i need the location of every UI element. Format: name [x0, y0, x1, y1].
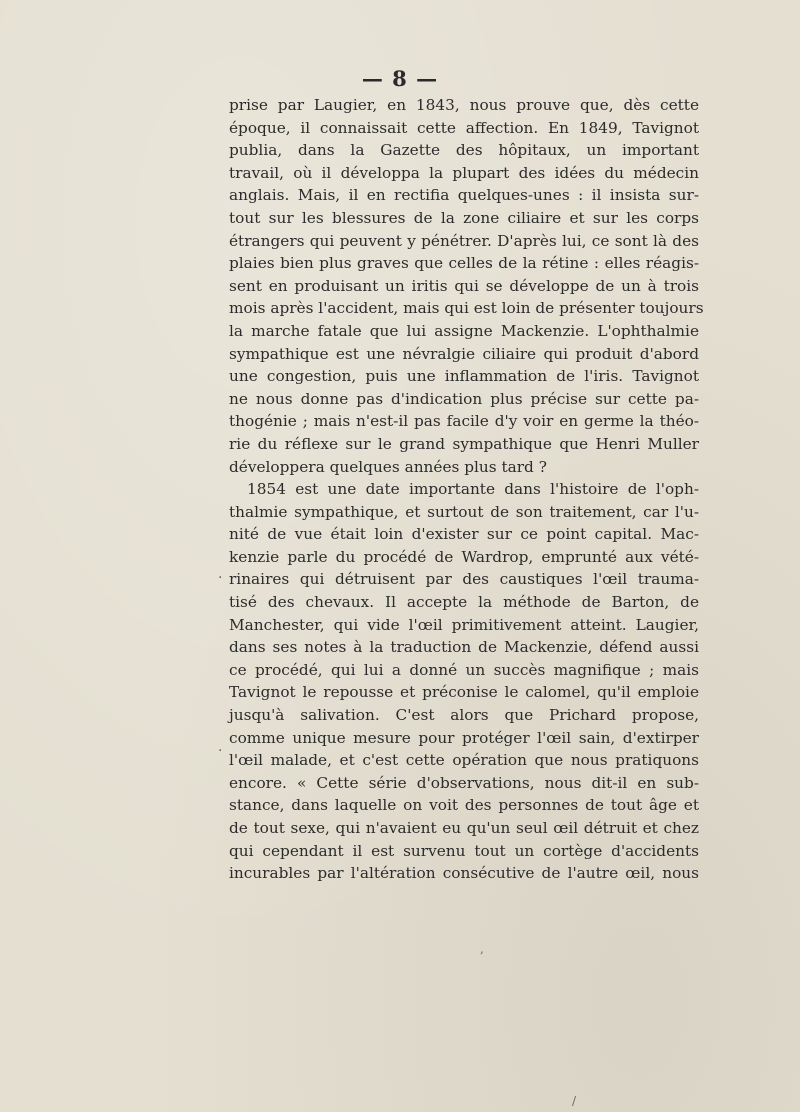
paper-speck: /: [572, 1094, 577, 1108]
text-line: ce procédé, qui lui a donné un succès magnifique ; mais: [229, 660, 699, 679]
text-line: sympathique est une névralgie ciliaire qui produit d'abord: [229, 344, 699, 363]
text-line: la marche fatale que lui assigne Mackenzie. L'ophthalmie: [229, 321, 699, 340]
text-line: époque, il connaissait cette affection. En 1849, Tavignot: [229, 118, 699, 137]
text-line: l'œil malade, et c'est cette opération que nous pratiquons: [229, 751, 699, 770]
text-line: Manchester, qui vide l'œil primitivement atteint. Laugier,: [229, 615, 699, 634]
paper-speck: ,: [480, 942, 484, 956]
page-number: — 8 —: [361, 66, 439, 91]
text-line: Tavignot le repousse et préconise le calomel, qu'il emploie: [229, 683, 699, 702]
text-line: anglais. Mais, il en rectifia quelques-unes : il insista sur-: [229, 186, 699, 205]
text-line: tout sur les blessures de la zone ciliaire et sur les corps: [229, 208, 699, 227]
text-line: 1854 est une date importante dans l'histoire de l'oph-: [247, 480, 699, 499]
text-line: stance, dans laquelle on voit des personnes de tout âge et: [229, 796, 699, 815]
text-line: tisé des chevaux. Il accepte la méthode de Barton, de: [229, 593, 699, 612]
text-line: thogénie ; mais n'est-il pas facile d'y voir en germe la théo-: [229, 412, 699, 431]
text-line: qui cependant il est survenu tout un cortège d'accidents: [229, 841, 699, 860]
margin-speck: ·: [218, 570, 223, 586]
text-line: étrangers qui peuvent y pénétrer. D'après lui, ce sont là des: [229, 231, 699, 250]
text-line: dans ses notes à la traduction de Mackenzie, défend aussi: [229, 638, 699, 657]
text-line: travail, où il développa la plupart des idées du médecin: [229, 163, 699, 182]
body-text: [229, 94, 704, 885]
text-line: rie du réflexe sur le grand sympathique que Henri Muller: [229, 434, 699, 453]
text-line: incurables par l'altération consécutive de l'autre œil, nous: [229, 864, 699, 883]
text-line: nité de vue était loin d'exister sur ce point capital. Mac-: [229, 525, 699, 544]
text-line: jusqu'à salivation. C'est alors que Prichard propose,: [229, 706, 699, 725]
text-line: prise par Laugier, en 1843, nous prouve que, dès cette: [229, 96, 699, 114]
text-line: sent en produisant un iritis qui se développe de un à trois: [229, 276, 699, 295]
text-line: de tout sexe, qui n'avaient eu qu'un seul œil détruit et chez: [229, 819, 699, 837]
text-line: thalmie sympathique, et surtout de son traitement, car l'u-: [229, 502, 699, 521]
text-line: ne nous donne pas d'indication plus précise sur cette pa-: [229, 389, 699, 408]
text-line: plaies bien plus graves que celles de la rétine : elles réagis-: [229, 254, 699, 273]
text-line: une congestion, puis une inflammation de l'iris. Tavignot: [229, 367, 699, 386]
text-line: mois après l'accident, mais qui est loin de présenter toujours: [229, 299, 704, 318]
text-line: rinaires qui détruisent par des caustiques l'œil trauma-: [229, 570, 699, 589]
text-line: développera quelques années plus tard ?: [229, 457, 547, 476]
margin-speck: ·: [218, 743, 223, 759]
text-line: comme unique mesure pour protéger l'œil sain, d'extirper: [229, 728, 699, 747]
text-line: encore. « Cette série d'observations, nous dit-il en sub-: [229, 773, 699, 792]
text-line: kenzie parle du procédé de Wardrop, emprunté aux vété-: [229, 547, 699, 566]
text-line: publia, dans la Gazette des hôpitaux, un important: [229, 141, 699, 160]
